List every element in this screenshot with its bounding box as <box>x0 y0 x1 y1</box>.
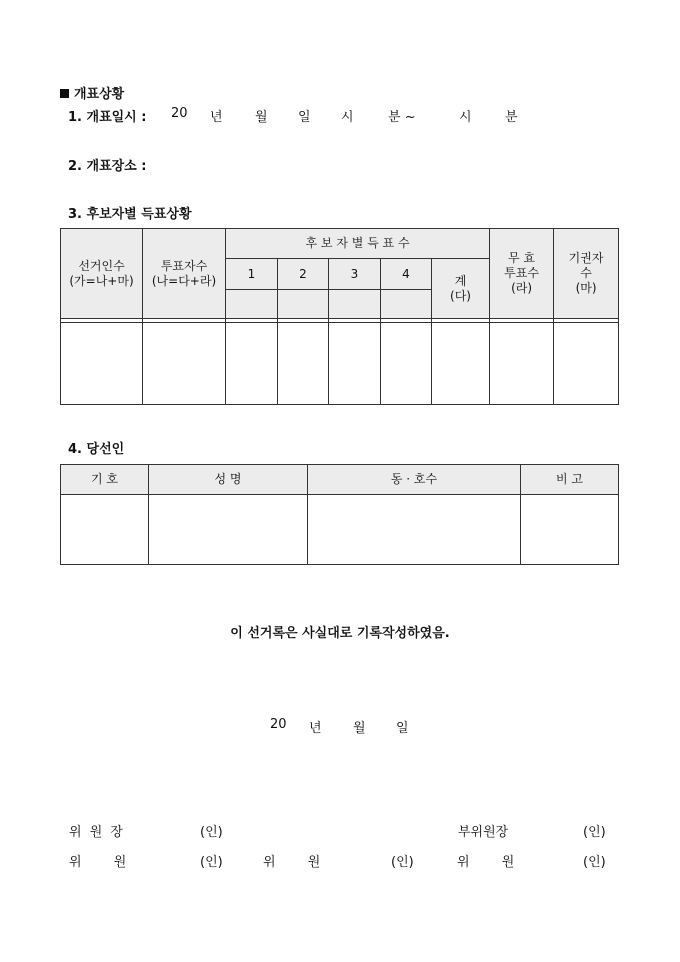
date-year-prefix: 20 <box>270 717 287 732</box>
voters-value-cell <box>61 323 143 405</box>
datetime-day: 일 <box>298 110 311 125</box>
count-place-label: 2. 개표장소 : <box>68 159 147 174</box>
name-cell <box>149 495 308 565</box>
elected-label: 4. 당선인 <box>68 442 125 457</box>
vote-count-table <box>60 228 619 405</box>
candidate-3-votes-cell <box>329 323 381 405</box>
elected-table <box>60 464 619 565</box>
datetime-month: 월 <box>255 110 268 125</box>
member-1-label: 위 원 <box>69 855 127 870</box>
datetime-minute-range: 분 ~ <box>388 110 416 125</box>
header-number: 기 호 <box>61 465 149 495</box>
table-row <box>61 323 619 405</box>
votes-by-candidate-label: 3. 후보자별 득표상황 <box>68 207 192 222</box>
date-month: 월 <box>353 721 366 736</box>
remarks-cell <box>521 495 619 565</box>
candidate-1-votes-cell <box>226 323 278 405</box>
date-day: 일 <box>396 721 409 736</box>
datetime-year-prefix: 20 <box>171 106 188 121</box>
candidate-name-cell-3 <box>329 290 381 319</box>
header-candidate-3: 3 <box>329 259 381 290</box>
header-votes-by-candidate: 후 보 자 별 득 표 수 <box>226 229 490 259</box>
number-cell <box>61 495 149 565</box>
candidate-name-cell-4 <box>381 290 432 319</box>
header-name: 성 명 <box>149 465 308 495</box>
member-1-seal: (인) <box>200 855 223 870</box>
table-row <box>61 495 619 565</box>
header-voters: 선거인수 (가=나+마) <box>61 229 143 319</box>
header-remarks: 비 고 <box>521 465 619 495</box>
header-address: 동 · 호수 <box>308 465 521 495</box>
count-datetime-label: 1. 개표일시 : <box>68 110 147 125</box>
member-2-label: 위 원 <box>263 855 321 870</box>
member-2-seal: (인) <box>391 855 414 870</box>
header-total: 계 (다) <box>432 259 490 319</box>
header-candidate-4: 4 <box>381 259 432 290</box>
square-bullet-icon <box>60 89 69 98</box>
member-3-seal: (인) <box>583 855 606 870</box>
header-ballots: 투표자수 (나=다+라) <box>143 229 226 319</box>
header-candidate-1: 1 <box>226 259 278 290</box>
member-3-label: 위 원 <box>457 855 515 870</box>
candidate-2-votes-cell <box>278 323 329 405</box>
ballots-value-cell <box>143 323 226 405</box>
total-votes-cell <box>432 323 490 405</box>
datetime-end-hour: 시 <box>459 110 472 125</box>
header-invalid: 무 효 투표수 (라) <box>490 229 554 319</box>
invalid-votes-cell <box>490 323 554 405</box>
vice-chairman-seal: (인) <box>583 825 606 840</box>
candidate-4-votes-cell <box>381 323 432 405</box>
datetime-end-minute: 분 <box>505 110 518 125</box>
header-abstain: 기권자 수 (마) <box>554 229 619 319</box>
chairman-seal: (인) <box>200 825 223 840</box>
certification-statement: 이 선거록은 사실대로 기록작성하였음. <box>230 626 450 641</box>
datetime-year: 년 <box>210 110 223 125</box>
address-cell <box>308 495 521 565</box>
date-year: 년 <box>309 721 322 736</box>
vice-chairman-label: 부위원장 <box>458 825 509 840</box>
chairman-label: 위 원 장 <box>69 825 123 840</box>
candidate-name-cell-1 <box>226 290 278 319</box>
section-heading: 개표상황 <box>60 83 124 102</box>
header-candidate-2: 2 <box>278 259 329 290</box>
datetime-hour: 시 <box>341 110 354 125</box>
candidate-name-cell-2 <box>278 290 329 319</box>
abstain-cell <box>554 323 619 405</box>
